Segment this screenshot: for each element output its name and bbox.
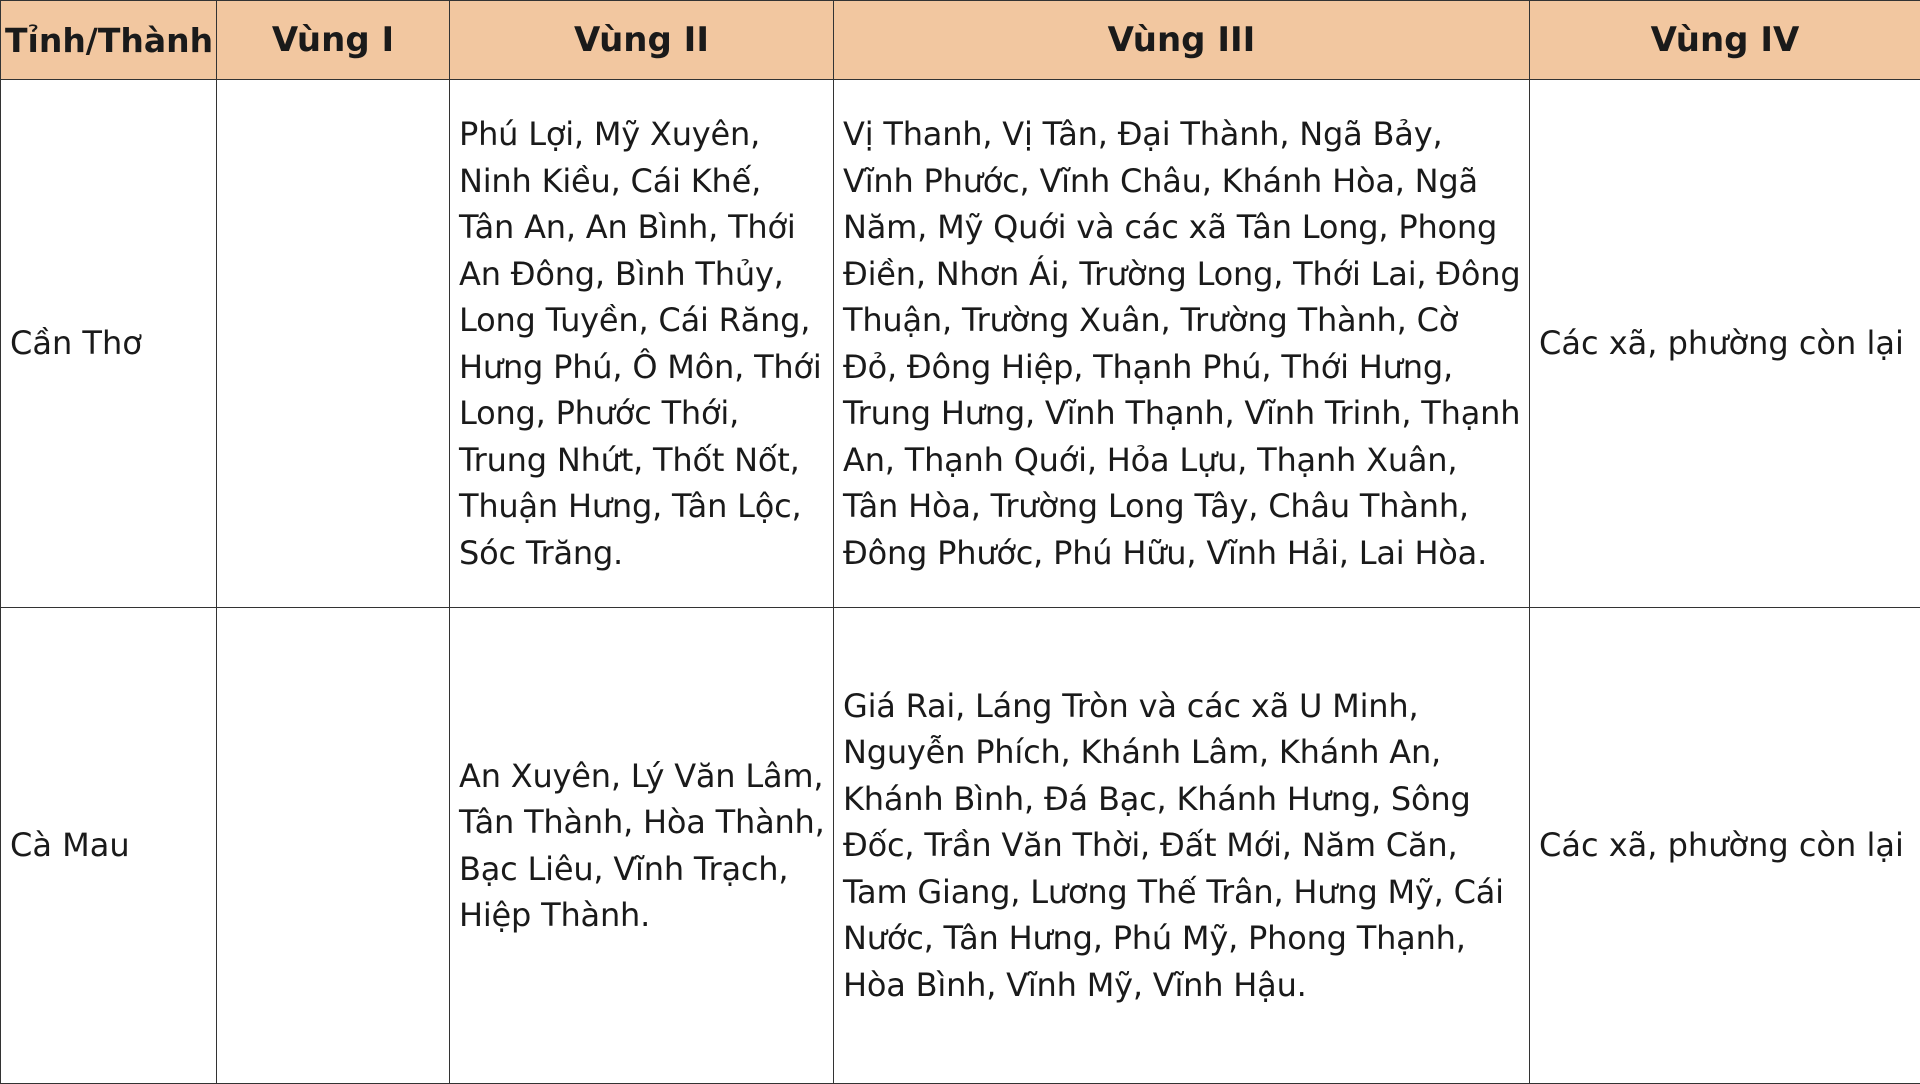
header-zone-1: Vùng I: [217, 1, 450, 80]
table-row: [1, 80, 1920, 608]
header-zone-3: Vùng III: [834, 1, 1530, 80]
zone-1-cell: [217, 80, 450, 608]
zone-3-cell: Giá Rai, Láng Tròn và các xã U Minh, Nguyễn Phích, Khánh Lâm, Khánh An, Khánh Bình, Đá Bạc, Khánh Hưng, Sông Đốc, Trần Văn Thời, Đất Mới, Năm Căn, Tam Giang, Lương Thế Trân, Hưng Mỹ, Cái Nước, Tân Hưng, Phú Mỹ, Phong Thạnh, Hòa Bình, Vĩnh Mỹ, Vĩnh Hậu.: [834, 608, 1530, 1084]
zone-3-cell: Vị Thanh, Vị Tân, Đại Thành, Ngã Bảy, Vĩnh Phước, Vĩnh Châu, Khánh Hòa, Ngã Năm, Mỹ Quới và các xã Tân Long, Phong Điền, Nhơn Ái, Trường Long, Thới Lai, Đông Thuận, Trường Xuân, Trường Thành, Cờ Đỏ, Đông Hiệp, Thạnh Phú, Thới Hưng, Trung Hưng, Vĩnh Thạnh, Vĩnh Trinh, Thạnh An, Thạnh Quới, Hỏa Lựu, Thạnh Xuân, Tân Hòa, Trường Long Tây, Châu Thành, Đông Phước, Phú Hữu, Vĩnh Hải, Lai Hòa.: [834, 80, 1530, 608]
zone-2-cell: An Xuyên, Lý Văn Lâm, Tân Thành, Hòa Thành, Bạc Liêu, Vĩnh Trạch, Hiệp Thành.: [450, 608, 834, 1084]
header-zone-2: Vùng II: [450, 1, 834, 80]
header-row: [1, 1, 1920, 80]
header-zone-4: Vùng IV: [1530, 1, 1920, 80]
header-province: Tỉnh/Thành: [1, 1, 217, 80]
zone-4-cell: Các xã, phường còn lại: [1530, 80, 1920, 608]
province-cell: Cần Thơ: [1, 80, 217, 608]
table-row: [1, 608, 1920, 1084]
zone-1-cell: [217, 608, 450, 1084]
zone-2-cell: Phú Lợi, Mỹ Xuyên, Ninh Kiều, Cái Khế, Tân An, An Bình, Thới An Đông, Bình Thủy, Long Tuyền, Cái Răng, Hưng Phú, Ô Môn, Thới Long, Phước Thới, Trung Nhứt, Thốt Nốt, Thuận Hưng, Tân Lộc, Sóc Trăng.: [450, 80, 834, 608]
zone-4-cell: Các xã, phường còn lại: [1530, 608, 1920, 1084]
province-cell: Cà Mau: [1, 608, 217, 1084]
